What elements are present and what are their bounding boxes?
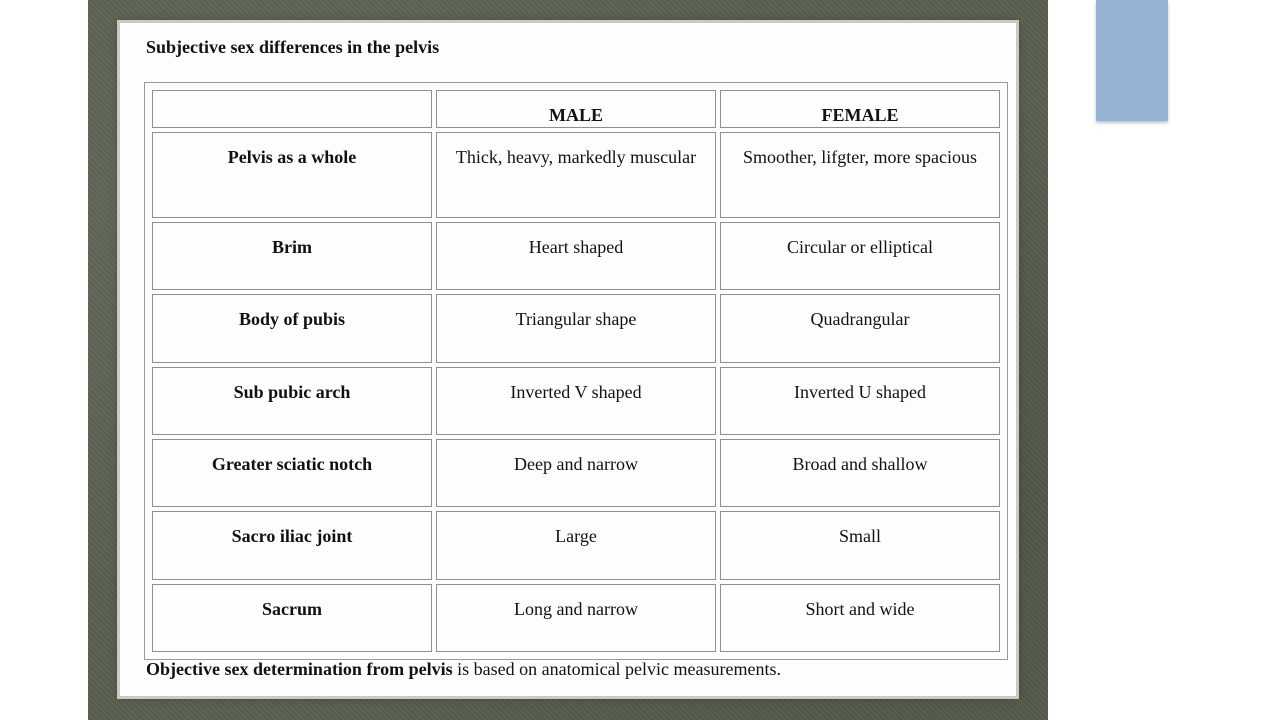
table-row [152,367,1000,435]
table-row [152,439,1000,507]
footer-bold-text: Objective sex determination from pelvis [146,659,453,679]
row-male-value: Heart shaped [436,222,716,290]
row-male-value: Large [436,511,716,579]
row-female-value: Broad and shallow [720,439,1000,507]
header-cell-female: FEMALE [720,90,1000,128]
document-heading: Subjective sex differences in the pelvis [146,37,440,57]
row-male-value: Long and narrow [436,584,716,652]
header-cell-empty [152,90,432,128]
row-female-value: Quadrangular [720,294,1000,362]
accent-tab-decoration [1096,0,1168,121]
row-feature: Sacro iliac joint [152,511,432,579]
row-female-value: Circular or elliptical [720,222,1000,290]
row-female-value: Short and wide [720,584,1000,652]
comparison-table-container [144,82,1008,660]
table-header-row [152,90,1000,128]
row-feature: Body of pubis [152,294,432,362]
table-row [152,222,1000,290]
row-male-value: Inverted V shaped [436,367,716,435]
header-cell-male: MALE [436,90,716,128]
row-feature: Sub pubic arch [152,367,432,435]
comparison-table [148,86,1004,656]
document-paper [120,23,1016,696]
row-male-value: Thick, heavy, markedly muscular [436,132,716,218]
row-female-value: Inverted U shaped [720,367,1000,435]
table-row [152,584,1000,652]
footer-note [146,659,781,680]
textured-frame [88,0,1048,720]
row-female-value: Small [720,511,1000,579]
row-feature: Pelvis as a whole [152,132,432,218]
row-feature: Brim [152,222,432,290]
row-female-value: Smoother, lifgter, more spacious [720,132,1000,218]
footer-rest-text: is based on anatomical pelvic measurements. [452,659,782,679]
row-feature: Greater sciatic notch [152,439,432,507]
table-row [152,132,1000,218]
table-row [152,294,1000,362]
row-feature: Sacrum [152,584,432,652]
table-row [152,511,1000,579]
row-male-value: Triangular shape [436,294,716,362]
row-male-value: Deep and narrow [436,439,716,507]
